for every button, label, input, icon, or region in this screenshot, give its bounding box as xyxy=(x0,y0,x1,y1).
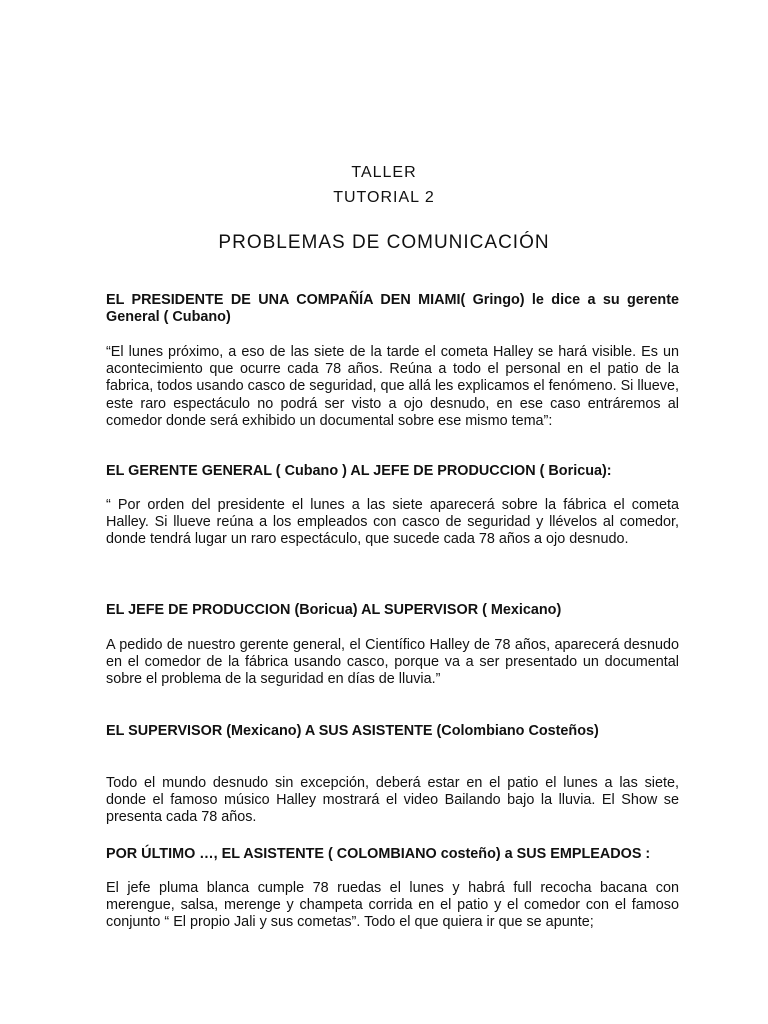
section-3-body: A pedido de nuestro gerente general, el Científico Halley de 78 años, aparecerá desnudo en el comedor de la fábrica usando casco, porque va a ser presentado un documental sobre el problema de la seguridad en días de lluvia.” xyxy=(106,637,679,688)
section-2-header: EL GERENTE GENERAL ( Cubano ) AL JEFE DE PRODUCCION ( Boricua): xyxy=(106,463,612,479)
section-4-body: Todo el mundo desnudo sin excepción, deberá estar en el patio el lunes a las siete, donde el famoso músico Halley mostrará el video Bailando bajo la lluvia. El Show se presenta cada 78 años. xyxy=(106,775,679,826)
section-2-body: “ Por orden del presidente el lunes a las siete aparecerá sobre la fábrica el cometa Halley. Si llueve reúna a los empleados con casco de seguridad y llévelos al comedor, donde tendrá lugar un raro espectáculo, que sucede cada 78 años a ojo desnudo. xyxy=(106,497,679,548)
document-subtitle: TUTORIAL 2 xyxy=(333,189,435,206)
section-5-header: POR ÚLTIMO …, EL ASISTENTE ( COLOMBIANO costeño) a SUS EMPLEADOS : xyxy=(106,846,651,862)
section-3-header: EL JEFE DE PRODUCCION (Boricua) AL SUPERVISOR ( Mexicano) xyxy=(106,602,562,618)
document-title: TALLER xyxy=(351,164,417,181)
section-1-header: EL PRESIDENTE DE UNA COMPAÑÍA DEN MIAMI( Gringo) le dice a su gerente General ( Cubano) xyxy=(106,292,679,326)
section-4-header: EL SUPERVISOR (Mexicano) A SUS ASISTENTE (Colombiano Costeños) xyxy=(106,723,599,739)
document-heading: PROBLEMAS DE COMUNICACIÓN xyxy=(218,232,550,253)
section-1-body: “El lunes próximo, a eso de las siete de la tarde el cometa Halley se hará visible. Es un acontecimiento que ocurre cada 78 años. Reúna a todo el personal en el patio de la fabrica, todos usando casco de seguridad, que allá les explicamos el fenómeno. Si llueve, este raro espectáculo no podrá ser visto a ojo desnudo, en ese caso entráremos al comedor donde será exhibido un documental sobre ese mismo tema”: xyxy=(106,344,679,429)
section-5-body: El jefe pluma blanca cumple 78 ruedas el lunes y habrá full recocha bacana con merengue, salsa, merenge y champeta corrida en el patio y el comedor con el famoso conjunto “ El propio Jali y sus cometas”. Todo el que quiera ir que se apunte; xyxy=(106,880,679,931)
